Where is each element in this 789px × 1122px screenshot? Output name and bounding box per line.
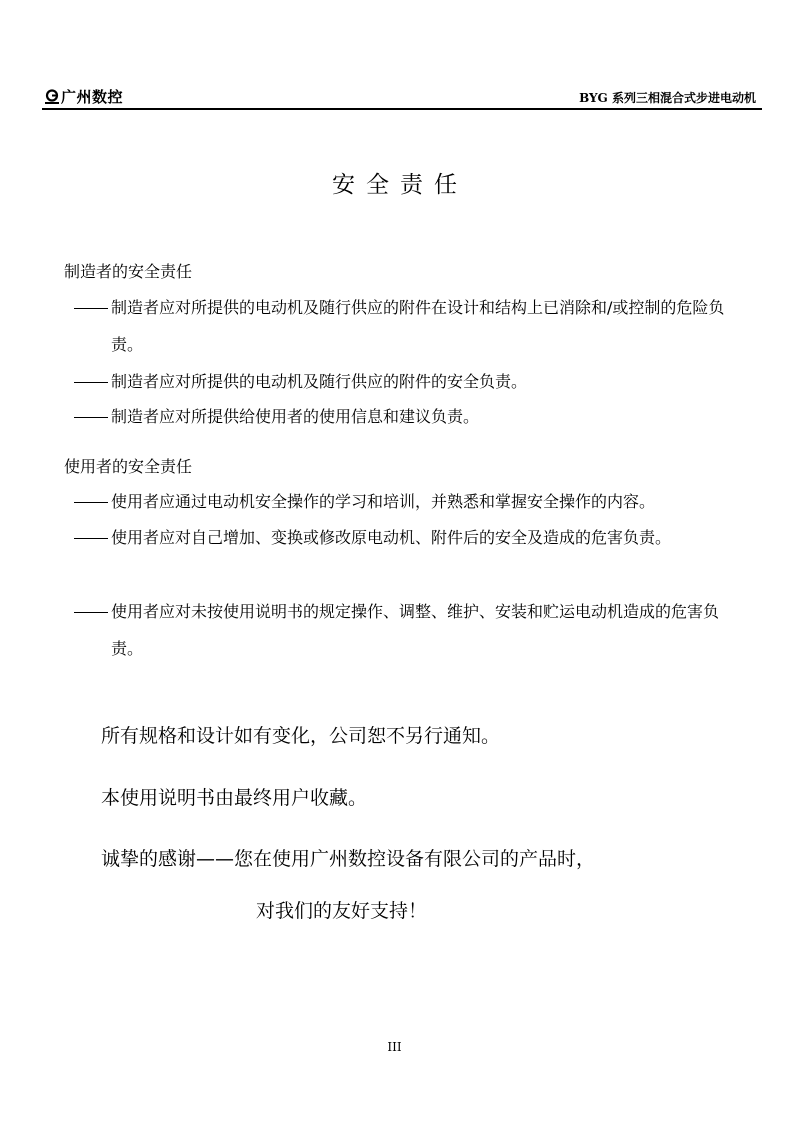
manufacturer-item: 制造者应对所提供给使用者的使用信息和建议负责。 (74, 398, 750, 435)
page-title: 安全责任 (332, 172, 468, 198)
header-divider (42, 108, 762, 110)
dash-mark (74, 363, 111, 400)
company-logo (44, 88, 123, 106)
dash-mark (74, 483, 111, 520)
dash-mark (74, 289, 111, 326)
user-item: 使用者应通过电动机安全操作的学习和培训，并熟悉和掌握安全操作的内容。 (74, 483, 750, 520)
dash-mark (74, 593, 111, 630)
closing-thanks: 诚挚的感谢——您在使用广州数控设备有限公司的产品时， (101, 848, 596, 870)
closing-retention: 本使用说明书由最终用户收藏。 (101, 787, 368, 809)
page-header (42, 86, 762, 108)
dash-mark (74, 398, 111, 435)
user-section-heading: 使用者的安全责任 (64, 457, 193, 476)
closing-support: 对我们的友好支持！ (256, 900, 428, 922)
company-name: 广州数控 (61, 88, 124, 106)
manufacturer-section-heading: 制造者的安全责任 (64, 262, 193, 281)
user-item: 使用者应对未按使用说明书的规定操作、调整、维护、安装和贮运电动机造成的危害负责。 (74, 593, 750, 667)
user-item: 使用者应对自己增加、变换或修改原电动机、附件后的安全及造成的危害负责。 (74, 519, 750, 556)
manufacturer-item: 制造者应对所提供的电动机及随行供应的附件的安全负责。 (74, 363, 750, 400)
manufacturer-item: 制造者应对所提供的电动机及随行供应的附件在设计和结构上已消除和/或控制的危险负责。 (74, 289, 750, 363)
gsk-logo-icon (44, 89, 60, 105)
document-series-title: BYG 系列三相混合式步进电动机 (579, 91, 756, 105)
page-number: III (387, 1040, 402, 1054)
dash-mark (74, 519, 111, 556)
closing-notice: 所有规格和设计如有变化，公司恕不另行通知。 (101, 725, 501, 747)
